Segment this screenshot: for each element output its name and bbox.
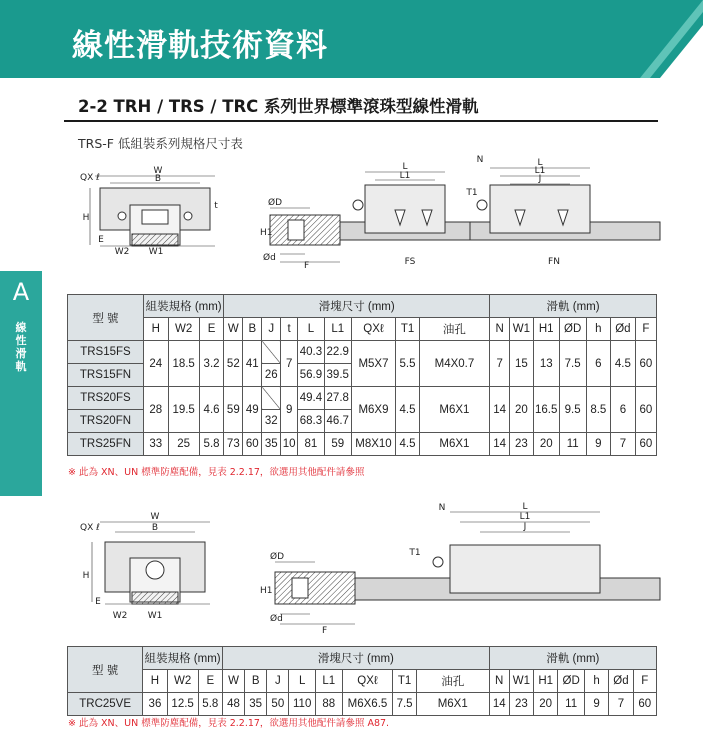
diagram2-label-e: E <box>95 597 101 607</box>
cell: 36 <box>143 693 167 716</box>
cell: 8.5 <box>586 387 611 433</box>
cell: 60 <box>635 433 656 456</box>
table1-note: ※ 此為 XN、UN 標準防塵配備，見表 2.2.17，欲選用其他配件請參照 <box>68 467 365 478</box>
group-assembly: 組裝規格 (mm) <box>143 295 223 318</box>
col-h1: H1 <box>533 318 559 341</box>
col2-oil: 油孔 <box>416 670 489 693</box>
cell: 20 <box>534 693 558 716</box>
diagram1-label-t1: T1 <box>466 188 478 198</box>
cell: 23 <box>509 693 533 716</box>
col2-f: F <box>633 670 656 693</box>
col2-l: L <box>289 670 316 693</box>
table-row <box>68 693 657 716</box>
col2-t1: T1 <box>393 670 416 693</box>
col2-w: W <box>222 670 244 693</box>
cell: 5.5 <box>396 341 419 387</box>
model-cell: TRS20FN <box>68 410 144 433</box>
col2-w2: W2 <box>167 670 198 693</box>
model-cell: TRS20FS <box>68 387 144 410</box>
cell: M6X9 <box>351 387 396 433</box>
col-t: t <box>281 318 298 341</box>
section-divider <box>64 120 658 122</box>
model-cell: TRS25FN <box>68 433 144 456</box>
cell: 12.5 <box>167 693 198 716</box>
cell: 6 <box>586 341 611 387</box>
cell: 60 <box>243 433 262 456</box>
cell: 19.5 <box>168 387 199 433</box>
cell: 46.7 <box>324 410 351 433</box>
cell: 68.3 <box>298 410 325 433</box>
cell: 18.5 <box>168 341 199 387</box>
diagram2-label-w: W <box>150 512 160 522</box>
cell: 14 <box>490 433 510 456</box>
cell: 5.8 <box>199 433 224 456</box>
model-cell: TRS15FS <box>68 341 144 364</box>
diagram2-label-l1: L1 <box>519 512 531 522</box>
table2-note: ※ 此為 XN、UN 標準防塵配備，見表 2.2.17，欲選用其他配件請參照 A87. <box>68 718 390 729</box>
cell: 110 <box>289 693 316 716</box>
col2-w1: W1 <box>509 670 533 693</box>
cell: 4.5 <box>396 433 419 456</box>
diagram2-label-od: ØD <box>270 552 285 562</box>
cell: 11 <box>558 693 585 716</box>
cell: 15 <box>510 341 533 387</box>
cell: 20 <box>510 387 533 433</box>
trs-f-diagram <box>70 150 670 280</box>
diagram1-label-b: B <box>154 174 162 184</box>
cell: 13 <box>533 341 559 387</box>
front-view <box>80 166 218 257</box>
cell: 27.8 <box>324 387 351 410</box>
col-w1: W1 <box>510 318 533 341</box>
cell: 6 <box>611 387 636 433</box>
diagram2-label-odd: Ød <box>270 614 283 624</box>
table-subtitle: TRS-F 低組裝系列規格尺寸表 <box>78 136 243 151</box>
cell: 40.3 <box>298 341 325 364</box>
diagram1-label-n: N <box>476 155 484 165</box>
diagram1-label-fs: FS <box>404 257 416 267</box>
cell: M8X10 <box>351 433 396 456</box>
cell: M6X1 <box>419 433 489 456</box>
cell: 50 <box>267 693 289 716</box>
chapter-label: 線性滑軌 <box>15 321 27 373</box>
cell: M5X7 <box>351 341 396 387</box>
cell: 7 <box>490 341 510 387</box>
col2-j: J <box>267 670 289 693</box>
cell: 49 <box>243 387 262 433</box>
col-l: L <box>298 318 325 341</box>
col-t1: T1 <box>396 318 419 341</box>
diagram1-label-odd: Ød <box>263 253 276 263</box>
col2-od: ØD <box>558 670 585 693</box>
cell: 48 <box>222 693 244 716</box>
cell: 9 <box>584 693 608 716</box>
cell: 35 <box>245 693 267 716</box>
table-row <box>68 341 657 364</box>
diagram1-label-l-fn: L <box>537 158 543 168</box>
diagram1-label-f: F <box>304 261 310 271</box>
group-rail: 滑軌 (mm) <box>490 295 657 318</box>
col-l1: L1 <box>324 318 351 341</box>
trc-diagram <box>70 500 670 640</box>
cell: 5.8 <box>198 693 222 716</box>
col-w: W <box>224 318 243 341</box>
col2-h-rail: h <box>584 670 608 693</box>
cell: 7 <box>609 693 633 716</box>
cell: 7.5 <box>393 693 416 716</box>
diagram2-label-l: L <box>522 502 528 512</box>
rail-section-view-2 <box>260 551 355 636</box>
diagram1-label-h1: H1 <box>260 228 273 238</box>
cell: 26 <box>262 364 281 387</box>
cell: 24 <box>143 341 168 387</box>
cell: 14 <box>490 387 510 433</box>
diagram1-label-od: ØD <box>268 198 283 208</box>
diagram2-label-h1: H1 <box>260 586 273 596</box>
section-title: 2-2 TRH / TRS / TRC 系列世界標準滾珠型線性滑軌 <box>78 97 479 116</box>
cell: 11 <box>559 433 586 456</box>
cell: 56.9 <box>298 364 325 387</box>
model-cell: TRC25VE <box>68 693 143 716</box>
cell: M6X6.5 <box>342 693 393 716</box>
diagram1-label-l1: L1 <box>399 171 411 181</box>
rail-section-view <box>260 197 340 271</box>
cell: 7 <box>611 433 636 456</box>
cell: M6X1 <box>419 387 489 433</box>
cell: 14 <box>489 693 509 716</box>
cell: 7.5 <box>559 341 586 387</box>
cell: 3.2 <box>199 341 224 387</box>
diagram2-label-f: F <box>322 626 328 636</box>
cell: 73 <box>224 433 243 456</box>
diagram2-label-b: B <box>151 523 159 533</box>
cell: 10 <box>281 433 298 456</box>
cell: 4.5 <box>611 341 636 387</box>
cell: 28 <box>143 387 168 433</box>
col-n: N <box>490 318 510 341</box>
chapter-tab[interactable] <box>0 271 42 496</box>
diagram1-label-e: E <box>98 235 104 245</box>
trs-f-spec-table <box>67 294 657 456</box>
diagram2-label-n: N <box>438 503 446 513</box>
diagram2-label-w2: W2 <box>112 611 128 621</box>
col2-qxl: QXℓ <box>342 670 393 693</box>
group-assembly-2: 組裝規格 (mm) <box>143 647 223 670</box>
cell: 52 <box>224 341 243 387</box>
col2-odd: Ød <box>609 670 633 693</box>
cell: 35 <box>262 433 281 456</box>
group-block: 滑塊尺寸 (mm) <box>224 295 490 318</box>
trc-spec-table <box>67 646 657 716</box>
diagram2-label-h: H <box>82 571 90 581</box>
col-model: 型 號 <box>68 295 144 341</box>
col2-b: B <box>245 670 267 693</box>
diagram2-label-w1: W1 <box>147 611 163 621</box>
diagram1-label-l1-fn: L1 <box>534 166 546 176</box>
group-rail-2: 滑軌 (mm) <box>489 647 656 670</box>
col-h: H <box>143 318 168 341</box>
cell-empty <box>262 341 281 364</box>
chapter-letter: A <box>12 278 30 306</box>
cell: 41 <box>243 341 262 387</box>
col-odd: Ød <box>611 318 636 341</box>
fs-side-view <box>340 155 483 267</box>
diagram2-label-qxl: QX ℓ <box>80 523 100 533</box>
cell-empty <box>262 387 281 410</box>
diagram1-label-l: L <box>402 162 408 172</box>
diagram1-label-h: H <box>82 213 90 223</box>
cell: 33 <box>143 433 168 456</box>
model-cell: TRS15FN <box>68 364 144 387</box>
diagram1-label-qxl: QX ℓ <box>80 173 100 183</box>
diagram1-label-w: W <box>153 166 163 176</box>
cell: 32 <box>262 410 281 433</box>
col-f: F <box>635 318 656 341</box>
group-block-2: 滑塊尺寸 (mm) <box>222 647 489 670</box>
cell: M4X0.7 <box>419 341 489 387</box>
cell: 59 <box>324 433 351 456</box>
cell: 22.9 <box>324 341 351 364</box>
cell: 60 <box>633 693 656 716</box>
cell: 39.5 <box>324 364 351 387</box>
cell: 49.4 <box>298 387 325 410</box>
cell: M6X1 <box>416 693 489 716</box>
diagram2-label-j: J <box>523 522 527 532</box>
col-oil: 油孔 <box>419 318 489 341</box>
fn-side-view <box>465 158 660 267</box>
cell: 9 <box>586 433 611 456</box>
cell: 4.6 <box>199 387 224 433</box>
col-e: E <box>199 318 224 341</box>
cell: 25 <box>168 433 199 456</box>
cell: 9 <box>281 387 298 433</box>
cell: 20 <box>533 433 559 456</box>
col-h-rail: h <box>586 318 611 341</box>
diagram1-label-fn: FN <box>548 257 560 267</box>
col2-h1: H1 <box>534 670 558 693</box>
col-w2: W2 <box>168 318 199 341</box>
cell: 59 <box>224 387 243 433</box>
col-od: ØD <box>559 318 586 341</box>
col-b: B <box>243 318 262 341</box>
cell: 16.5 <box>533 387 559 433</box>
col2-n: N <box>489 670 509 693</box>
col-qxl: QXℓ <box>351 318 396 341</box>
col-model-2: 型 號 <box>68 647 143 693</box>
cell: 23 <box>510 433 533 456</box>
col2-l1: L1 <box>315 670 342 693</box>
diagram1-label-w1: W1 <box>148 247 164 257</box>
col-j: J <box>262 318 281 341</box>
cell: 7 <box>281 341 298 387</box>
side-view-2 <box>355 502 660 600</box>
page-title: 線性滑軌技術資料 <box>72 28 328 64</box>
cell: 88 <box>315 693 342 716</box>
cell: 60 <box>635 341 656 387</box>
diagram1-label-t: t <box>214 201 218 211</box>
table-row <box>68 433 657 456</box>
cell: 9.5 <box>559 387 586 433</box>
diagram1-label-w2: W2 <box>114 247 130 257</box>
diagram1-label-j: J <box>538 174 542 184</box>
cell: 4.5 <box>396 387 419 433</box>
col2-e: E <box>198 670 222 693</box>
cell: 81 <box>298 433 325 456</box>
diagram2-label-t1: T1 <box>409 548 421 558</box>
front-view-2 <box>80 512 210 621</box>
table-row <box>68 387 657 410</box>
col2-h: H <box>143 670 167 693</box>
cell: 60 <box>635 387 656 433</box>
